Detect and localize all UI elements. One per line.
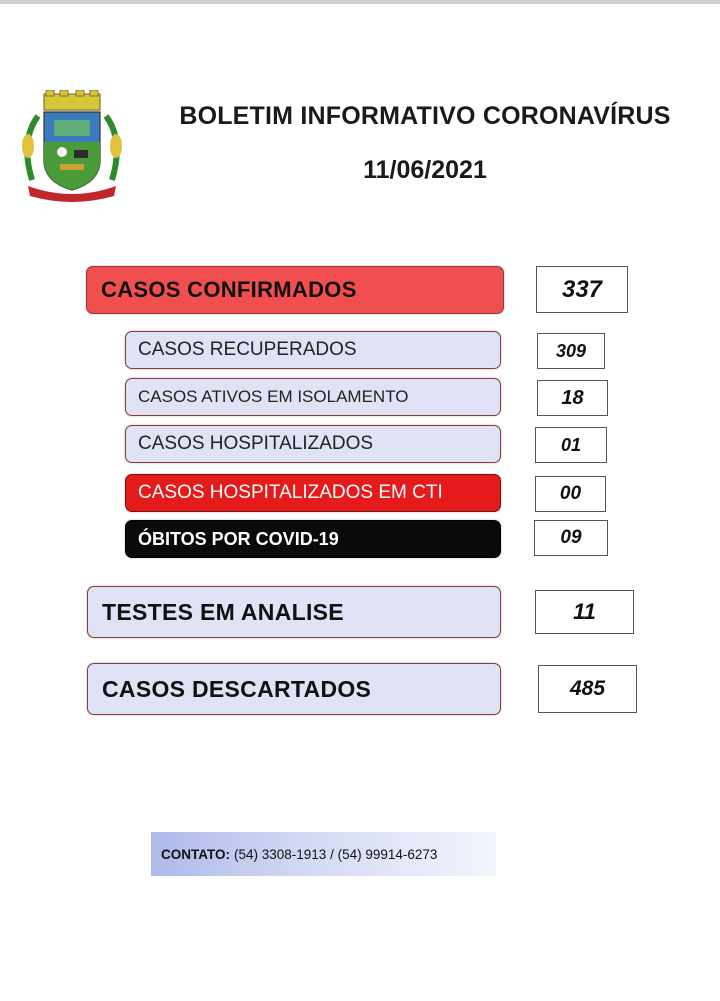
tests-pending-text: TESTES EM ANALISE bbox=[102, 598, 344, 625]
active-isolation-label bbox=[125, 378, 501, 416]
deaths-value: 09 bbox=[534, 520, 608, 556]
icu-value: 00 bbox=[535, 476, 606, 512]
contact-phones: (54) 3308-1913 / (54) 99914-6273 bbox=[234, 846, 438, 862]
bulletin-title: BOLETIM INFORMATIVO CORONAVÍRUS bbox=[179, 102, 671, 130]
active-isolation-text: CASOS ATIVOS EM ISOLAMENTO bbox=[138, 387, 409, 406]
recovered-cases-label bbox=[125, 331, 501, 369]
discarded-cases-label bbox=[87, 663, 501, 715]
recovered-cases-text: CASOS RECUPERADOS bbox=[138, 339, 357, 360]
active-isolation-value: 18 bbox=[537, 380, 608, 416]
municipal-crest-icon bbox=[14, 90, 130, 202]
hospitalized-text: CASOS HOSPITALIZADOS bbox=[138, 433, 374, 454]
tests-pending-label bbox=[87, 586, 501, 638]
recovered-cases-value: 309 bbox=[537, 333, 605, 369]
tests-pending-value: 11 bbox=[535, 590, 634, 634]
hospitalized-label bbox=[125, 425, 501, 463]
confirmed-cases-label bbox=[86, 266, 504, 314]
deaths-label bbox=[125, 520, 501, 558]
contact-bar bbox=[151, 832, 496, 876]
top-border bbox=[0, 0, 720, 4]
contact-label: CONTATO: bbox=[161, 846, 230, 862]
discarded-cases-text: CASOS DESCARTADOS bbox=[102, 675, 372, 702]
bulletin-date: 11/06/2021 bbox=[363, 156, 487, 184]
confirmed-cases-text: CASOS CONFIRMADOS bbox=[101, 277, 357, 302]
confirmed-cases-value: 337 bbox=[536, 266, 628, 313]
discarded-cases-value: 485 bbox=[538, 665, 637, 713]
icu-label bbox=[125, 474, 501, 512]
deaths-text: ÓBITOS POR COVID-19 bbox=[138, 528, 339, 549]
hospitalized-value: 01 bbox=[535, 427, 607, 463]
icu-text: CASOS HOSPITALIZADOS EM CTI bbox=[138, 482, 443, 503]
